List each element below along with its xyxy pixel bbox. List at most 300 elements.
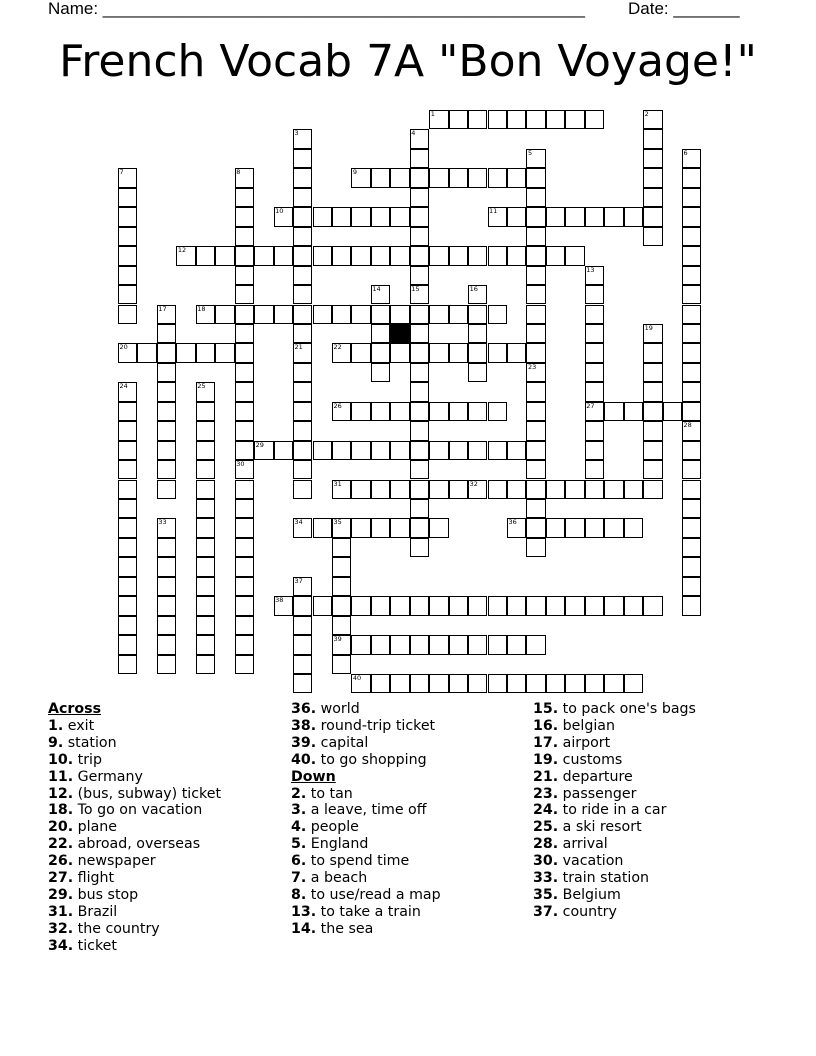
grid-cell[interactable] xyxy=(351,305,370,324)
grid-cell[interactable] xyxy=(390,518,409,537)
grid-cell[interactable] xyxy=(449,441,468,460)
grid-cell[interactable] xyxy=(293,382,312,401)
grid-cell[interactable] xyxy=(682,168,701,187)
grid-cell[interactable] xyxy=(468,110,487,129)
grid-cell[interactable] xyxy=(390,480,409,499)
grid-cell[interactable] xyxy=(196,596,215,615)
grid-cell[interactable] xyxy=(235,246,254,265)
grid-cell[interactable] xyxy=(488,402,507,421)
grid-cell[interactable] xyxy=(371,596,390,615)
grid-cell[interactable] xyxy=(468,305,487,324)
grid-cell[interactable] xyxy=(235,538,254,557)
grid-cell[interactable] xyxy=(235,207,254,226)
grid-cell[interactable] xyxy=(351,635,370,654)
grid-cell[interactable] xyxy=(643,480,662,499)
grid-cell[interactable] xyxy=(157,635,176,654)
grid-cell[interactable] xyxy=(507,674,526,693)
grid-cell[interactable] xyxy=(196,441,215,460)
grid-cell[interactable] xyxy=(410,207,429,226)
grid-cell[interactable] xyxy=(585,343,604,362)
grid-cell[interactable] xyxy=(371,324,390,343)
grid-cell[interactable] xyxy=(468,674,487,693)
grid-cell[interactable] xyxy=(351,207,370,226)
grid-cell[interactable] xyxy=(235,499,254,518)
grid-cell[interactable] xyxy=(526,538,545,557)
grid-cell[interactable] xyxy=(546,246,565,265)
grid-cell[interactable] xyxy=(293,149,312,168)
grid-cell[interactable] xyxy=(293,596,312,615)
grid-cell[interactable] xyxy=(390,635,409,654)
grid-cell[interactable] xyxy=(643,363,662,382)
grid-cell[interactable] xyxy=(235,324,254,343)
grid-cell[interactable] xyxy=(526,674,545,693)
grid-cell[interactable] xyxy=(585,207,604,226)
grid-cell[interactable] xyxy=(488,246,507,265)
grid-cell[interactable] xyxy=(585,596,604,615)
grid-cell[interactable] xyxy=(332,305,351,324)
grid-cell[interactable] xyxy=(293,285,312,304)
grid-cell[interactable] xyxy=(682,207,701,226)
grid-cell[interactable] xyxy=(682,324,701,343)
grid-cell[interactable] xyxy=(371,441,390,460)
grid-cell[interactable] xyxy=(488,635,507,654)
grid-cell[interactable] xyxy=(196,343,215,362)
grid-cell[interactable] xyxy=(235,363,254,382)
grid-cell[interactable] xyxy=(643,149,662,168)
grid-cell[interactable] xyxy=(157,596,176,615)
grid-cell[interactable] xyxy=(526,596,545,615)
grid-cell[interactable] xyxy=(682,266,701,285)
grid-cell[interactable] xyxy=(682,538,701,557)
grid-cell[interactable] xyxy=(682,382,701,401)
grid-cell[interactable] xyxy=(410,596,429,615)
grid-cell[interactable] xyxy=(526,110,545,129)
grid-cell[interactable] xyxy=(449,305,468,324)
grid-cell[interactable] xyxy=(604,402,623,421)
grid-cell[interactable] xyxy=(468,343,487,362)
grid-cell[interactable] xyxy=(526,343,545,362)
grid-cell[interactable] xyxy=(585,518,604,537)
grid-cell[interactable] xyxy=(157,557,176,576)
grid-cell[interactable] xyxy=(507,246,526,265)
grid-cell[interactable] xyxy=(682,188,701,207)
grid-cell[interactable] xyxy=(371,305,390,324)
grid-cell[interactable] xyxy=(351,343,370,362)
grid-cell[interactable] xyxy=(390,207,409,226)
grid-cell[interactable] xyxy=(585,305,604,324)
grid-cell[interactable] xyxy=(293,655,312,674)
grid-cell[interactable] xyxy=(390,343,409,362)
grid-cell[interactable] xyxy=(293,168,312,187)
grid-cell[interactable] xyxy=(371,402,390,421)
grid-cell[interactable] xyxy=(118,616,137,635)
grid-cell[interactable] xyxy=(293,363,312,382)
grid-cell[interactable] xyxy=(624,674,643,693)
grid-cell[interactable] xyxy=(624,518,643,537)
grid-cell[interactable] xyxy=(118,207,137,226)
grid-cell[interactable] xyxy=(196,480,215,499)
grid-cell[interactable] xyxy=(235,402,254,421)
grid-cell[interactable] xyxy=(410,305,429,324)
grid-cell[interactable] xyxy=(293,324,312,343)
grid-cell[interactable] xyxy=(682,363,701,382)
grid-cell[interactable] xyxy=(235,480,254,499)
grid-cell[interactable] xyxy=(507,480,526,499)
grid-cell[interactable] xyxy=(449,674,468,693)
grid-cell[interactable] xyxy=(157,324,176,343)
grid-cell[interactable] xyxy=(410,402,429,421)
grid-cell[interactable] xyxy=(546,674,565,693)
grid-cell[interactable] xyxy=(565,207,584,226)
grid-cell[interactable] xyxy=(332,538,351,557)
grid-cell[interactable] xyxy=(449,596,468,615)
grid-cell[interactable] xyxy=(215,305,234,324)
grid-cell[interactable] xyxy=(526,285,545,304)
grid-cell[interactable] xyxy=(488,168,507,187)
grid-cell[interactable] xyxy=(410,518,429,537)
grid-cell[interactable] xyxy=(468,402,487,421)
grid-cell[interactable] xyxy=(371,363,390,382)
grid-cell[interactable] xyxy=(332,207,351,226)
grid-cell[interactable] xyxy=(468,441,487,460)
grid-cell[interactable] xyxy=(118,227,137,246)
grid-cell[interactable] xyxy=(118,518,137,537)
grid-cell[interactable] xyxy=(682,596,701,615)
grid-cell[interactable] xyxy=(274,441,293,460)
grid-cell[interactable] xyxy=(313,441,332,460)
grid-cell[interactable] xyxy=(682,285,701,304)
grid-cell[interactable] xyxy=(643,207,662,226)
grid-cell[interactable] xyxy=(507,635,526,654)
grid-cell[interactable] xyxy=(196,460,215,479)
grid-cell[interactable] xyxy=(624,480,643,499)
grid-cell[interactable] xyxy=(624,207,643,226)
grid-cell[interactable] xyxy=(468,324,487,343)
grid-cell[interactable] xyxy=(371,168,390,187)
grid-cell[interactable] xyxy=(196,421,215,440)
grid-cell[interactable] xyxy=(526,168,545,187)
grid-cell[interactable] xyxy=(585,441,604,460)
grid-cell[interactable] xyxy=(429,246,448,265)
grid-cell[interactable] xyxy=(449,480,468,499)
grid-cell[interactable] xyxy=(546,596,565,615)
grid-cell[interactable] xyxy=(390,674,409,693)
grid-cell[interactable] xyxy=(215,343,234,362)
grid-cell[interactable] xyxy=(449,635,468,654)
grid-cell[interactable] xyxy=(332,577,351,596)
grid-cell[interactable] xyxy=(624,596,643,615)
grid-cell[interactable] xyxy=(235,285,254,304)
grid-cell[interactable] xyxy=(604,518,623,537)
grid-cell[interactable] xyxy=(390,441,409,460)
grid-cell[interactable] xyxy=(313,246,332,265)
grid-cell[interactable] xyxy=(526,518,545,537)
grid-cell[interactable] xyxy=(235,421,254,440)
grid-cell[interactable] xyxy=(118,285,137,304)
grid-cell[interactable] xyxy=(235,577,254,596)
grid-cell[interactable] xyxy=(526,188,545,207)
grid-cell[interactable] xyxy=(526,207,545,226)
grid-cell[interactable] xyxy=(682,499,701,518)
grid-cell[interactable] xyxy=(293,402,312,421)
grid-cell[interactable] xyxy=(526,227,545,246)
grid-cell[interactable] xyxy=(449,168,468,187)
grid-cell[interactable] xyxy=(293,616,312,635)
grid-cell[interactable] xyxy=(468,246,487,265)
grid-cell[interactable] xyxy=(235,382,254,401)
grid-cell[interactable] xyxy=(682,343,701,362)
grid-cell[interactable] xyxy=(157,382,176,401)
grid-cell[interactable] xyxy=(293,421,312,440)
grid-cell[interactable] xyxy=(526,421,545,440)
grid-cell[interactable] xyxy=(488,110,507,129)
grid-cell[interactable] xyxy=(274,305,293,324)
grid-cell[interactable] xyxy=(410,635,429,654)
grid-cell[interactable] xyxy=(682,460,701,479)
grid-cell[interactable] xyxy=(118,557,137,576)
grid-cell[interactable] xyxy=(118,402,137,421)
grid-cell[interactable] xyxy=(293,441,312,460)
grid-cell[interactable] xyxy=(196,499,215,518)
grid-cell[interactable] xyxy=(643,402,662,421)
grid-cell[interactable] xyxy=(410,363,429,382)
grid-cell[interactable] xyxy=(526,499,545,518)
grid-cell[interactable] xyxy=(488,305,507,324)
grid-cell[interactable] xyxy=(118,305,137,324)
grid-cell[interactable] xyxy=(157,441,176,460)
grid-cell[interactable] xyxy=(585,363,604,382)
grid-cell[interactable] xyxy=(235,518,254,537)
grid-cell[interactable] xyxy=(390,168,409,187)
grid-cell[interactable] xyxy=(332,616,351,635)
grid-cell[interactable] xyxy=(663,402,682,421)
grid-cell[interactable] xyxy=(235,557,254,576)
grid-cell[interactable] xyxy=(254,305,273,324)
grid-cell[interactable] xyxy=(468,596,487,615)
grid-cell[interactable] xyxy=(371,343,390,362)
grid-cell[interactable] xyxy=(410,246,429,265)
grid-cell[interactable] xyxy=(507,596,526,615)
grid-cell[interactable] xyxy=(565,674,584,693)
grid-cell[interactable] xyxy=(546,110,565,129)
grid-cell[interactable] xyxy=(565,596,584,615)
grid-cell[interactable] xyxy=(410,499,429,518)
grid-cell[interactable] xyxy=(468,363,487,382)
grid-cell[interactable] xyxy=(371,207,390,226)
grid-cell[interactable] xyxy=(449,110,468,129)
grid-cell[interactable] xyxy=(429,402,448,421)
grid-cell[interactable] xyxy=(410,382,429,401)
grid-cell[interactable] xyxy=(196,246,215,265)
grid-cell[interactable] xyxy=(643,129,662,148)
grid-cell[interactable] xyxy=(371,674,390,693)
grid-cell[interactable] xyxy=(351,246,370,265)
grid-cell[interactable] xyxy=(118,421,137,440)
grid-cell[interactable] xyxy=(507,441,526,460)
grid-cell[interactable] xyxy=(215,246,234,265)
grid-cell[interactable] xyxy=(643,441,662,460)
grid-cell[interactable] xyxy=(643,421,662,440)
grid-cell[interactable] xyxy=(410,538,429,557)
grid-cell[interactable] xyxy=(332,596,351,615)
grid-cell[interactable] xyxy=(410,324,429,343)
grid-cell[interactable] xyxy=(293,305,312,324)
grid-cell[interactable] xyxy=(176,343,195,362)
grid-cell[interactable] xyxy=(643,168,662,187)
grid-cell[interactable] xyxy=(390,402,409,421)
grid-cell[interactable] xyxy=(449,343,468,362)
grid-cell[interactable] xyxy=(332,655,351,674)
grid-cell[interactable] xyxy=(254,246,273,265)
grid-cell[interactable] xyxy=(235,441,254,460)
grid-cell[interactable] xyxy=(526,460,545,479)
grid-cell[interactable] xyxy=(604,674,623,693)
grid-cell[interactable] xyxy=(585,421,604,440)
grid-cell[interactable] xyxy=(118,266,137,285)
grid-cell[interactable] xyxy=(507,343,526,362)
grid-cell[interactable] xyxy=(585,285,604,304)
grid-cell[interactable] xyxy=(157,421,176,440)
grid-cell[interactable] xyxy=(565,518,584,537)
grid-cell[interactable] xyxy=(118,460,137,479)
grid-cell[interactable] xyxy=(682,246,701,265)
grid-cell[interactable] xyxy=(390,246,409,265)
grid-cell[interactable] xyxy=(157,655,176,674)
grid-cell[interactable] xyxy=(643,382,662,401)
grid-cell[interactable] xyxy=(488,343,507,362)
grid-cell[interactable] xyxy=(643,343,662,362)
grid-cell[interactable] xyxy=(410,149,429,168)
grid-cell[interactable] xyxy=(293,635,312,654)
grid-cell[interactable] xyxy=(585,480,604,499)
grid-cell[interactable] xyxy=(196,655,215,674)
grid-cell[interactable] xyxy=(118,441,137,460)
grid-cell[interactable] xyxy=(351,441,370,460)
grid-cell[interactable] xyxy=(410,460,429,479)
grid-cell[interactable] xyxy=(196,616,215,635)
grid-cell[interactable] xyxy=(682,577,701,596)
grid-cell[interactable] xyxy=(313,518,332,537)
grid-cell[interactable] xyxy=(293,227,312,246)
grid-cell[interactable] xyxy=(196,635,215,654)
grid-cell[interactable] xyxy=(526,305,545,324)
grid-cell[interactable] xyxy=(682,402,701,421)
grid-cell[interactable] xyxy=(137,343,156,362)
grid-cell[interactable] xyxy=(196,518,215,537)
grid-cell[interactable] xyxy=(526,635,545,654)
grid-cell[interactable] xyxy=(274,246,293,265)
grid-cell[interactable] xyxy=(235,343,254,362)
grid-cell[interactable] xyxy=(565,110,584,129)
grid-cell[interactable] xyxy=(526,324,545,343)
grid-cell[interactable] xyxy=(682,480,701,499)
grid-cell[interactable] xyxy=(313,596,332,615)
grid-cell[interactable] xyxy=(488,441,507,460)
grid-cell[interactable] xyxy=(546,518,565,537)
grid-cell[interactable] xyxy=(585,324,604,343)
grid-cell[interactable] xyxy=(371,635,390,654)
grid-cell[interactable] xyxy=(565,480,584,499)
grid-cell[interactable] xyxy=(643,460,662,479)
grid-cell[interactable] xyxy=(643,227,662,246)
grid-cell[interactable] xyxy=(488,480,507,499)
grid-cell[interactable] xyxy=(585,382,604,401)
grid-cell[interactable] xyxy=(429,441,448,460)
grid-cell[interactable] xyxy=(118,188,137,207)
grid-cell[interactable] xyxy=(429,305,448,324)
grid-cell[interactable] xyxy=(390,596,409,615)
grid-cell[interactable] xyxy=(293,188,312,207)
grid-cell[interactable] xyxy=(410,168,429,187)
grid-cell[interactable] xyxy=(157,402,176,421)
grid-cell[interactable] xyxy=(235,188,254,207)
grid-cell[interactable] xyxy=(196,538,215,557)
grid-cell[interactable] xyxy=(157,577,176,596)
grid-cell[interactable] xyxy=(507,110,526,129)
grid-cell[interactable] xyxy=(410,441,429,460)
grid-cell[interactable] xyxy=(118,577,137,596)
grid-cell[interactable] xyxy=(332,246,351,265)
grid-cell[interactable] xyxy=(157,343,176,362)
grid-cell[interactable] xyxy=(429,635,448,654)
grid-cell[interactable] xyxy=(118,538,137,557)
grid-cell[interactable] xyxy=(118,596,137,615)
grid-cell[interactable] xyxy=(643,188,662,207)
grid-cell[interactable] xyxy=(235,616,254,635)
grid-cell[interactable] xyxy=(351,518,370,537)
grid-cell[interactable] xyxy=(118,499,137,518)
grid-cell[interactable] xyxy=(196,557,215,576)
grid-cell[interactable] xyxy=(196,577,215,596)
grid-cell[interactable] xyxy=(235,227,254,246)
grid-cell[interactable] xyxy=(157,460,176,479)
grid-cell[interactable] xyxy=(293,480,312,499)
grid-cell[interactable] xyxy=(371,480,390,499)
grid-cell[interactable] xyxy=(332,441,351,460)
grid-cell[interactable] xyxy=(235,596,254,615)
grid-cell[interactable] xyxy=(429,343,448,362)
grid-cell[interactable] xyxy=(410,266,429,285)
grid-cell[interactable] xyxy=(410,421,429,440)
grid-cell[interactable] xyxy=(371,518,390,537)
grid-cell[interactable] xyxy=(468,635,487,654)
grid-cell[interactable] xyxy=(332,557,351,576)
grid-cell[interactable] xyxy=(235,655,254,674)
grid-cell[interactable] xyxy=(585,460,604,479)
grid-cell[interactable] xyxy=(429,480,448,499)
grid-cell[interactable] xyxy=(293,266,312,285)
grid-cell[interactable] xyxy=(429,596,448,615)
grid-cell[interactable] xyxy=(682,227,701,246)
grid-cell[interactable] xyxy=(410,674,429,693)
grid-cell[interactable] xyxy=(526,480,545,499)
grid-cell[interactable] xyxy=(468,168,487,187)
grid-cell[interactable] xyxy=(526,402,545,421)
grid-cell[interactable] xyxy=(118,635,137,654)
grid-cell[interactable] xyxy=(526,266,545,285)
grid-cell[interactable] xyxy=(643,596,662,615)
grid-cell[interactable] xyxy=(449,402,468,421)
grid-cell[interactable] xyxy=(526,382,545,401)
grid-cell[interactable] xyxy=(526,246,545,265)
grid-cell[interactable] xyxy=(351,480,370,499)
grid-cell[interactable] xyxy=(682,441,701,460)
grid-cell[interactable] xyxy=(624,402,643,421)
grid-cell[interactable] xyxy=(410,227,429,246)
grid-cell[interactable] xyxy=(351,402,370,421)
grid-cell[interactable] xyxy=(293,674,312,693)
grid-cell[interactable] xyxy=(157,480,176,499)
